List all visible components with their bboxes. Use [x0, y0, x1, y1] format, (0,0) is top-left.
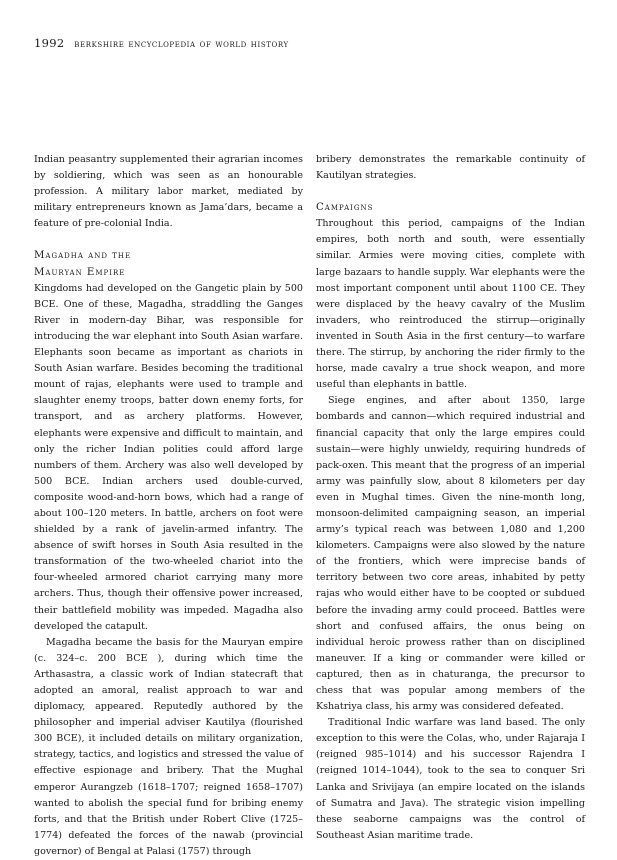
section-heading-campaigns: Campaigns	[316, 202, 374, 214]
paragraph-campaigns: Throughout this period, campaigns of the Indian empires, both north and south, were essentially similar. Armies were moving cities, complete with large bazaars to handle supply. War elephants were the most important component until about 1100 CE. They were displaced by the heavy cavalry of the Muslim invaders, who reintroduced the stirrup—originally invented in South Asia in the first century—to warfare there. The stirrup, by anchoring the rider firmly to the horse, made cavalry a true shock weapon, and more useful than elephants in battle.	[316, 218, 585, 391]
paragraph-traditional: Traditional Indic warfare was land based. The only exception to this were the Colas, who, under Rajaraja I (reigned 985–1014) and his successor Rajendra I (reigned 1014–1044), took to the sea to conquer Sri Lanka and Srivijaya (an empire located on the islands of Sumatra and Java). The strategic vision impelling these seaborne campaigns was the control of Southeast Asian maritime trade.	[316, 717, 585, 841]
section-heading-magadha	[34, 248, 303, 280]
paragraph-siege: Siege engines, and after about 1350, large bombards and cannon—which required industrial and financial capacity that only the large empires could sustain—were highly unwieldy, requiring hundreds of pack-oxen. This meant that the progress of an imperial army was painfully slow, about 8 kilometers per day even in Mughal times. Given the nine-month long, monsoon-delimited campaigning season, an imperial army’s typical reach was between 1,080 and 1,200 kilometers. Campaigns were also slowed by the nature of the frontiers, which were imprecise bands of territory between two core areas, inhabited by petty rajas who would either have to be coopted or subdued before the invading army could proceed. Battles were short and confused affairs, the onus being on individual heroic prowess rather than on disciplined maneuver. If a king or commander were killed or captured, then as in chaturanga, the precursor to chess that was popular among members of the Kshatriya class, his army was considered defeated.	[316, 395, 585, 713]
running-title: berkshire encyclopedia of world history	[74, 38, 289, 50]
running-header	[34, 36, 289, 50]
paragraph-continuation: bribery demonstrates the remarkable continuity of Kautilyan strategies.	[316, 154, 585, 182]
right-column	[316, 152, 585, 844]
paragraph-magadha: Kingdoms had developed on the Gangetic plain by 500 BCE. One of these, Magadha, straddling the Ganges River in modern-day Bihar, was responsible for introducing the war elephant into South Asian warfare. Elephants soon became as important as chariots in South Asian warfare. Besides becoming the traditional mount of rajas, elephants were used to trample and slaughter enemy troops, batter down enemy forts, for transport, and as archery platforms. However, elephants were expensive and difficult to maintain, and only the richer Indian polities could afford large numbers of them. Archery was also well developed by 500 BCE. Indian archers used double-curved, composite wood-and-horn bows, which had a range of about 100–120 meters. In battle, archers on foot were shielded by a rank of javelin-armed infantry. The absence of swift horses in South Asia resulted in the transformation of the two-wheeled chariot into the four-wheeled armored chariot carrying many more archers. Thus, though their offensive power increased, their battlefield mobility was impeded. Magadha also developed the catapult.	[34, 282, 303, 632]
section-heading-line-2: Mauryan Empire	[34, 266, 126, 278]
section-heading-line-1: Magadha and the	[34, 250, 132, 262]
left-column	[34, 152, 303, 860]
section-spacer	[316, 184, 585, 200]
paragraph-intro: Indian peasantry supplemented their agrarian incomes by soldiering, which was seen as an honourable profession. A military labor market, mediated by military entrepreneurs known as Jama’dars, became a feature of pre-colonial India.	[34, 154, 303, 230]
page-number: 1992	[34, 36, 65, 50]
section-spacer	[34, 232, 303, 248]
paragraph-mauryan: Magadha became the basis for the Mauryan empire (c. 324–c. 200 BCE ), during which time the Arthasastra, a classic work of Indian statecraft that adopted an amoral, realist approach to war and diplomacy, appeared. Reputedly authored by the philosopher and imperial adviser Kautilya (flourished 300 BCE), it included details on military organization, strategy, tactics, and logistics and stressed the value of effective espionage and bribery. That the Mughal emperor Aurangzeb (1618–1707; reigned 1658–1707) wanted to abolish the special fund for bribing enemy forts, and that the British under Robert Clive (1725–1774) defeated the forces of the nawab (provincial governor) of Bengal at Palasi (1757) through	[34, 636, 303, 857]
